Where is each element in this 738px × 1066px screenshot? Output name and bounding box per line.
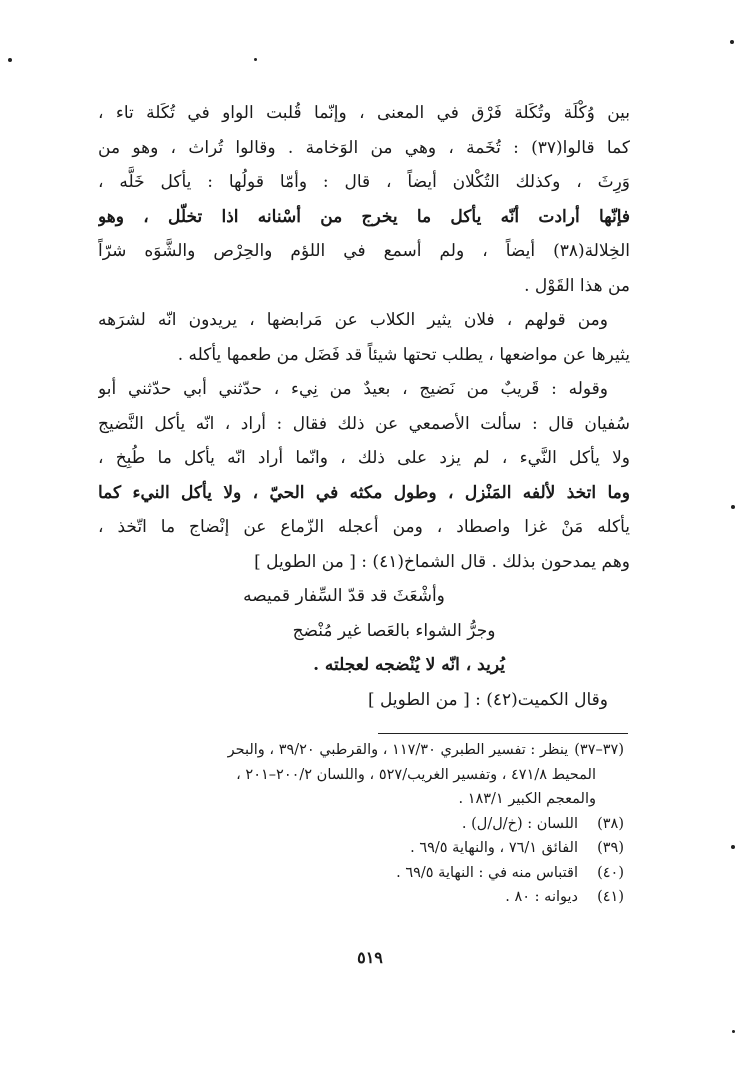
footnote-37-cont-2	[100, 787, 624, 812]
body-line-10: سُفيان قال : سألت الأصمعي عن ذلك فقال : أراد ، انّه يأكل النَّضيج	[98, 413, 630, 434]
body-line-9: وقوله : قَريبٌ من نَضيج ، بعيدٌ من نِيء ، حدّثني أبي حدّثني أبو	[98, 379, 608, 399]
footnote-number: (٣٩)	[597, 840, 624, 856]
body-line-11: ولا يأكل النَّيء ، لم يزد على ذلك ، وانّما أراد انّه يأكل ما طُبِخ ،	[98, 448, 630, 468]
scan-speck	[732, 1030, 735, 1033]
footnote-37-cont-1	[100, 763, 624, 788]
page-number: ٥١٩	[357, 948, 383, 967]
footnote-text: المحيط ٤٧١/٨ ، وتفسير الغريب/٥٢٧ ، واللسان ٢٠٠/٢–٢٠١ ،	[236, 766, 596, 783]
body-line-2: كما قالوا(٣٧) : تُخَمة ، وهي من الوَخامة . وقالوا تُراث ، وهو من	[98, 137, 630, 158]
body-line-7: ومن قولهم ، فلان يثير الكلاب عن مَرابضها ، يريدون انّه لشرَهه	[98, 310, 608, 330]
scan-speck	[731, 505, 735, 509]
next-poem-intro: وقال الكميت(٤٢) : [ من الطويل ]	[367, 689, 608, 710]
footnote-number: (٣٨)	[597, 815, 624, 832]
poem-verse-1: وأشْعَثَ قد قدّ السِّفار قميصه	[243, 586, 445, 606]
scan-speck	[730, 40, 734, 44]
scan-speck	[8, 58, 12, 62]
body-line-3: وَرِثَ ، وكذلك التُكْلان أيضاً ، قال : وأمّا قولُها : يأكل خَلَّه ،	[98, 172, 630, 192]
footnote-number: (٤١)	[597, 889, 624, 905]
footnote-text: ديوانه : ٨٠ .	[505, 889, 578, 905]
footnote-number: (٣٧–٣٧)	[574, 742, 624, 758]
body-line-4: فإنّها أرادت أنّه يأكل ما يخرج من أسْنانه اذا تخلّل ، وهو	[98, 206, 630, 227]
poem-verse-2: وجرُّ الشواء بالعَصا غير مُنْضج	[292, 620, 496, 641]
footnote-37	[100, 738, 624, 763]
body-line-12: وما اتخذ لألفه المَنْزل ، وطول مكثه في الحيّ ، ولا يأكل النيء كما	[98, 482, 630, 503]
footnote-text: اللسان : (خ/ل/ل) .	[461, 815, 578, 832]
footnote-separator	[378, 733, 628, 734]
poem-explanation: يُريد ، انّه لا يُنْضجه لعجلته .	[313, 655, 505, 675]
footnote-number: (٤٠)	[597, 864, 624, 881]
scan-speck	[731, 845, 735, 849]
scan-speck	[254, 58, 257, 61]
footnotes-block	[100, 738, 624, 910]
footnote-40	[100, 861, 624, 886]
body-line-8: يثيرها عن مواضعها ، يطلب تحتها شيئاً قد فَضَل من طعمها يأكله .	[177, 344, 630, 365]
footnote-text: والمعجم الكبير ١٨٣/١ .	[458, 791, 596, 807]
main-text-block	[98, 96, 630, 717]
footnote-38	[100, 812, 624, 837]
body-line-1: بين وُكْلَة وتُكَلة فَرْق في المعنى ، وإنّما قُلبت الواو في تُكَلة تاء ،	[98, 103, 630, 123]
body-line-13: يأكله مَنْ غزا واصطاد ، ومن أعجله الزّماع عن إنْضاج ما اتّخذ ،	[98, 517, 630, 537]
footnote-39	[100, 836, 624, 861]
footnote-text: ينظر : تفسير الطبري ١١٧/٣٠ ، والقرطبي ٣٩/٢٠ ، والبحر	[227, 742, 569, 758]
footnote-41	[100, 885, 624, 910]
body-line-6: من هذا القَوْل .	[524, 275, 630, 296]
footnote-text: الفائق ٧٦/١ ، والنهاية ٦٩/٥ .	[410, 840, 578, 856]
body-line-14: وهم يمدحون بذلك . قال الشماخ(٤١) : [ من الطويل ]	[254, 551, 630, 572]
body-line-5: الخِلالة(٣٨) أيضاً ، ولم أسمع في اللؤم والحِرْص والشَّوَه شرّاً	[98, 241, 630, 261]
footnote-text: اقتباس منه في : النهاية ٦٩/٥ .	[396, 864, 578, 881]
